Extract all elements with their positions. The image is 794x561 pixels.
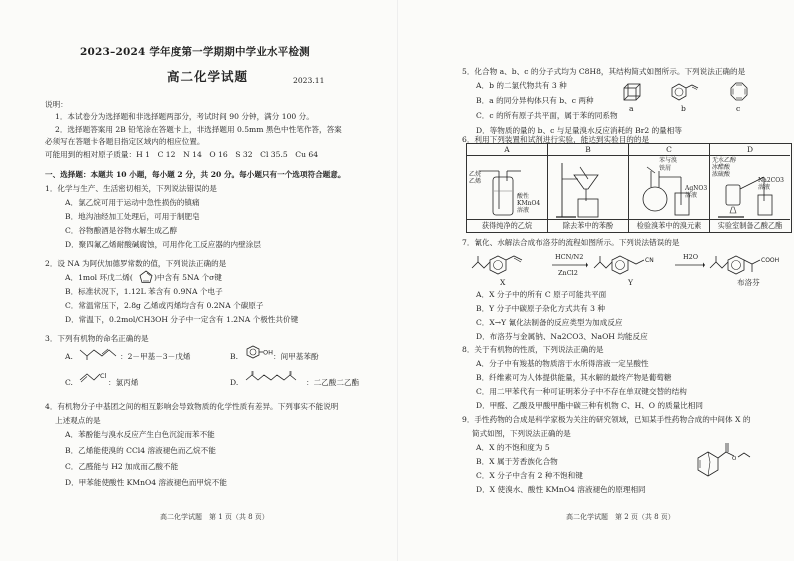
- q4-option-d: D．甲苯能使酸性 KMnO4 溶液褪色而甲烷不能: [65, 478, 227, 487]
- q7-option-b: B．Y 分子中碳原子杂化方式共有 3 种: [476, 304, 605, 313]
- q3-option-d: ：二乙酸二乙酯: [306, 378, 360, 387]
- q8-option-a: A．分子中有羧基的物质溶于水所得溶液一定呈酸性: [476, 359, 649, 368]
- q7-label-x: X: [500, 278, 506, 287]
- svg-text:Cl: Cl: [100, 372, 107, 380]
- q3-letter-b: B.: [230, 352, 238, 361]
- q2-option-a-part1: A．1mol 环戊二烯(: [65, 273, 133, 282]
- q5-label-a: a: [629, 104, 634, 113]
- q5-option-a: A．b 的二氯代物共有 3 种: [476, 81, 567, 90]
- q3-letter-d: D.: [230, 378, 239, 387]
- q9-stem-line1: 9．手性药物的合成是科学家极为关注的研究领域，已知某手性药物合成的中间体 X 的: [462, 415, 751, 424]
- q6-header-c: C: [629, 144, 710, 156]
- q1-option-a: A．氯乙烷可用于运动中急性损伤的镇痛: [65, 198, 200, 207]
- q6-a-label-1: 乙烷: [469, 171, 482, 178]
- q1-option-c: C．谷物酿酒是谷物水解生成乙醇: [65, 226, 178, 235]
- q3-option-c: ：氯丙烯: [108, 378, 139, 387]
- q6-caption-d: 实验室制备乙酸乙酯: [710, 219, 790, 232]
- svg-text:COOH: COOH: [761, 257, 780, 264]
- svg-text:OH: OH: [263, 348, 274, 357]
- page-1-footer: 高二化学试题 第 1 页（共 8 页）: [160, 513, 269, 521]
- q7-option-d: D．布洛芬与金属钠、Na2CO3、NaOH 均能反应: [476, 332, 648, 341]
- q6-d-label-4: Na2CO3: [758, 177, 784, 184]
- q7-label-y: Y: [628, 278, 634, 287]
- q8-option-b: B．纤维素可为人体提供能量，其水解的最终产物是葡萄糖: [476, 373, 672, 382]
- q7-stem: 7．氰化、水解法合成布洛芬的流程如图所示。下列说法错误的是: [462, 238, 680, 247]
- q6-caption-b: 除去苯中的苯酚: [548, 219, 629, 232]
- ibuprofen-structure: [708, 250, 792, 278]
- note-3: 可能用到的相对原子质量：H 1 C 12 N 14 O 16 S 32 Cl 35.5 Cu 64: [45, 150, 319, 159]
- q6-d-label-1: 无水乙醇: [712, 157, 737, 164]
- q6-a-label-3: 酸性: [517, 193, 530, 200]
- q7-reagent-1b: ZnCl2: [558, 269, 578, 277]
- q4-option-c: C．乙醛能与 H2 加成而乙酸不能: [65, 462, 179, 471]
- q1-option-d: D．聚四氟乙烯耐酸碱腐蚀，可用作化工反应器的内壁涂层: [65, 240, 261, 249]
- q3-option-b: ：间甲基苯酚: [273, 352, 319, 361]
- q6-apparatus-table: [466, 143, 792, 233]
- q1-stem: 1．化学与生产、生活密切相关，下列说法错误的是: [45, 184, 217, 193]
- q8-option-c: C．用二甲苯代有一种可证明苯分子中不存在单双键交替的结构: [476, 387, 687, 396]
- q6-c-label-1: 苯与溴: [659, 157, 678, 164]
- q9-option-d: D．X 使溴水、酸性 KMnO4 溶液褪色的原理相同: [476, 485, 646, 494]
- q3-structure-d: [244, 370, 304, 386]
- q6-a-label-4: KMnO4: [517, 200, 541, 207]
- q6-a-label-5: 溶液: [517, 207, 530, 214]
- q3-letter-a: A.: [65, 352, 73, 361]
- q6-c-label-4: 溶液: [685, 192, 698, 199]
- styrene-structure-b: [670, 82, 700, 102]
- exam-title: 2023–2024 学年度第一学期期中学业水平检测: [80, 46, 310, 58]
- q6-d-label-3: 浓硫酸: [712, 171, 731, 178]
- q4-option-a: A．苯酚能与溴水反应产生白色沉淀而苯不能: [65, 430, 215, 439]
- q6-c-label-2: 铁屑: [659, 165, 672, 172]
- q7-reagent-2: H2O: [683, 253, 699, 261]
- q3-structure-b: [244, 344, 272, 360]
- q5-option-c: C．c 的所有原子共平面，属于苯的同系物: [476, 111, 618, 120]
- q6-d-label-2: 冰醋酸: [712, 164, 731, 171]
- page-2-footer: 高二化学试题 第 2 页（共 8 页）: [566, 513, 675, 521]
- cyclooctatetraene-structure-c: [729, 82, 749, 102]
- q7-option-a: A．X 分子中的所有 C 原子可能共平面: [476, 290, 607, 299]
- q2-option-a-part2: )中含有 5NA 个σ键: [154, 273, 222, 282]
- q6-caption-c: 检验溴苯中的溴元素: [629, 219, 710, 232]
- q3-structure-a: [78, 346, 120, 360]
- q7-reagent-1: HCN/N2: [555, 253, 584, 261]
- notes-heading: 说明：: [45, 100, 68, 109]
- q6-cell-c: [629, 155, 710, 220]
- q6-header-a: A: [467, 144, 548, 156]
- q8-option-d: D．甲醛、乙酸及甲酸甲酯中碳三种有机物 C、H、O 的质量比相同: [476, 401, 704, 410]
- q6-cell-b: [548, 155, 629, 220]
- section-1-heading: 一、选择题：本题共 10 小题，每小题 2 分，共 20 分。每小题只有一个选项符合题意。: [45, 170, 346, 179]
- q6-caption-a: 获得纯净的乙烷: [467, 219, 548, 232]
- q8-stem: 8．关于有机物的性质，下列说法正确的是: [462, 345, 604, 354]
- q2-stem: 2．设 NA 为阿伏加德罗常数的值，下列说法正确的是: [45, 259, 227, 268]
- q6-header-d: D: [710, 144, 790, 156]
- q3-stem: 3．下列有机物的命名正确的是: [45, 334, 149, 343]
- exam-subject: 高二化学试题: [167, 69, 249, 84]
- q3-letter-c: C.: [65, 378, 73, 387]
- q6-header-b: B: [548, 144, 629, 156]
- q6-a-label-2: 乙烯: [469, 178, 482, 185]
- q3-option-a: ：2－甲基－3－戊烯: [120, 352, 191, 361]
- q6-cell-d: [710, 155, 790, 220]
- cubane-structure-a: [622, 82, 642, 102]
- reaction-arrow-2-icon: [675, 262, 705, 268]
- note-2b: 必须写在答题卡各题目指定区域内的相应位置。: [45, 137, 205, 146]
- cyclopentadiene-structure: [139, 270, 153, 284]
- compound-y-structure: [592, 252, 672, 278]
- q5-stem: 5．化合物 a、b、c 的分子式均为 C8H8，其结构简式如图所示。下列说法正确的是: [462, 67, 746, 76]
- q6-c-label-3: AgNO3: [685, 185, 708, 192]
- q2-option-b: B．标准状况下，1.12L 苯含有 0.9NA 个电子: [65, 287, 223, 296]
- exam-date: 2023.11: [293, 76, 325, 85]
- q4-stem-line2: 上述观点的是: [55, 416, 101, 425]
- q9-option-a: A．X 的不饱和度为 5: [476, 443, 550, 452]
- q4-stem-line1: 4．有机物分子中基团之间的相互影响会导致物质的化学性质有差异。下列事实不能说明: [45, 402, 339, 411]
- q9-option-c: C．X 分子中含有 2 种不饱和键: [476, 471, 583, 480]
- compound-x-structure: [470, 252, 550, 278]
- q7-option-c: C．X→Y 氰化法制备的反应类型为加成反应: [476, 318, 623, 327]
- svg-text:O: O: [732, 456, 737, 462]
- compound-x-bicyclic-ester-structure: [688, 440, 752, 486]
- q7-product-label: 布洛芬: [737, 278, 760, 287]
- q9-option-b: B．X 属于芳香族化合物: [476, 457, 558, 466]
- q6-d-label-5: 溶液: [758, 184, 771, 191]
- note-1: 1．本试卷分为选择题和非选择题两部分，考试时间 90 分钟，满分 100 分。: [55, 112, 314, 121]
- q3-structure-c: [78, 370, 108, 384]
- q2-option-d: D．常温下，0.2mol/CH3OH 分子中一定含有 1.2NA 个极性共价键: [65, 315, 299, 324]
- q1-option-b: B．地沟油经加工处理后，可用于制肥皂: [65, 212, 200, 221]
- q9-stem-line2: 简式如图，下列说法正确的是: [472, 429, 571, 438]
- q4-option-b: B．乙烯能使溴的 CCl4 溶液褪色而乙烷不能: [65, 446, 216, 455]
- q2-option-c: C．常温常压下，2.8g 乙烯或丙烯均含有 0.2NA 个碳原子: [65, 301, 264, 310]
- q6-stem: 6．利用下列装置和试剂进行实验，能达到实验目的的是: [462, 135, 650, 144]
- q5-label-b: b: [681, 104, 686, 113]
- q5-option-b: B．a 的同分异构体只有 b、c 两种: [476, 96, 594, 105]
- note-2a: 2．选择题答案用 2B 铅笔涂在答题卡上，非选择题用 0.5mm 黑色中性笔作答，答案: [55, 125, 342, 134]
- q5-label-c: c: [736, 104, 741, 113]
- q5-option-d: D．等物质的量的 b、c 与足量溴水反应消耗的 Br2 的量相等: [476, 126, 682, 135]
- q6-cell-a: [467, 155, 548, 220]
- filtration-apparatus-icon: [556, 159, 620, 219]
- svg-text:CN: CN: [645, 257, 654, 264]
